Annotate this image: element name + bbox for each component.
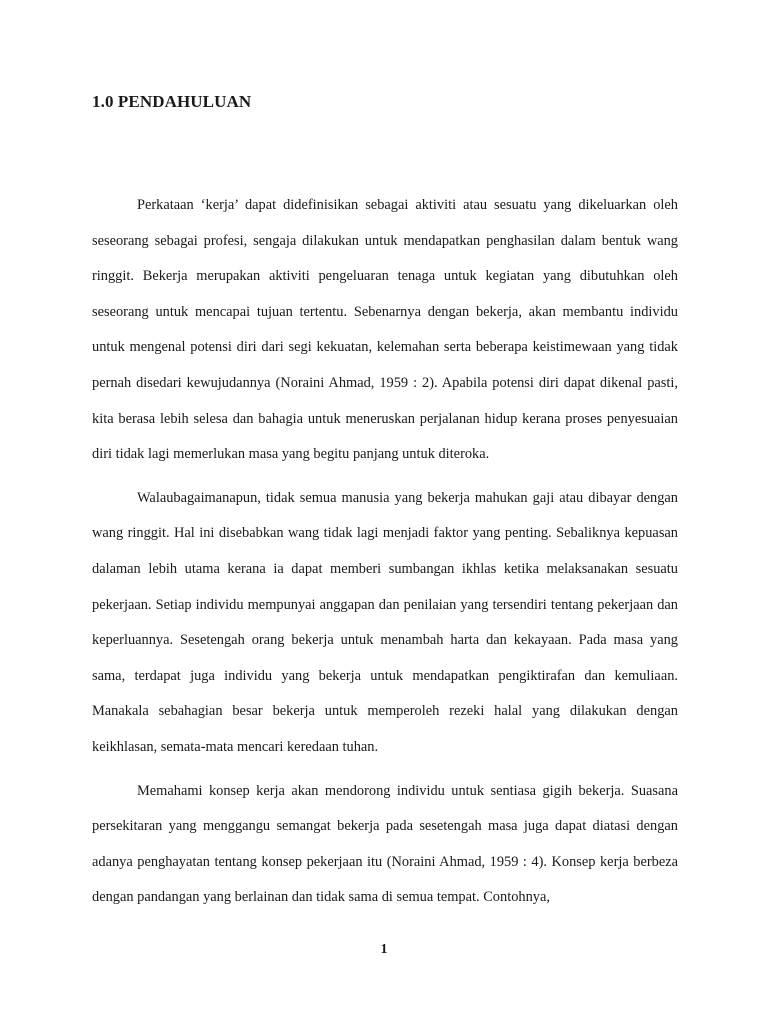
page-number: 1 bbox=[380, 942, 388, 957]
paragraph-2: Walaubagaimanapun, tidak semua manusia yang bekerja mahukan gaji atau dibayar dengan wang ringgit. Hal ini disebabkan wang tidak lagi menjadi faktor yang penting. Sebaliknya kepuasan dalaman lebih utama kerana ia dapat memberi sumbangan ikhlas ketika melaksanakan sesuatu pekerjaan. Setiap individu mempunyai anggapan dan penilaian yang tersendiri tentang pekerjaan dan keperluannya. Sesetengah orang bekerja untuk menambah harta dan kekayaan. Pada masa yang sama, terdapat juga individu yang bekerja untuk mendapatkan pengiktirafan dan kemuliaan. Manakala sebahagian besar bekerja untuk memperoleh rezeki halal yang dilakukan dengan keikhlasan, semata-mata mencari keredaan tuhan. bbox=[92, 489, 678, 755]
body-text bbox=[92, 188, 678, 924]
paragraph-1: Perkataan ‘kerja’ dapat didefinisikan sebagai aktiviti atau sesuatu yang dikeluarkan oleh seseorang sebagai profesi, sengaja dilakukan untuk mendapatkan penghasilan dalam bentuk wang ringgit. Bekerja merupakan aktiviti pengeluaran tenaga untuk kegiatan yang dibutuhkan oleh seseorang untuk mencapai tujuan tertentu. Sebenarnya dengan bekerja, akan membantu individu untuk mengenal potensi diri dari segi kekuatan, kelemahan serta beberapa keistimewaan yang tidak pernah disedari kewujudannya (Noraini Ahmad, 1959 : 2). Apabila potensi diri dapat dikenal pasti, kita berasa lebih selesa dan bahagia untuk meneruskan perjalanan hidup kerana proses penyesuaian diri tidak lagi memerlukan masa yang begitu panjang untuk diteroka. bbox=[92, 197, 678, 463]
paragraph-3: Memahami konsep kerja akan mendorong individu untuk sentiasa gigih bekerja. Suasana persekitaran yang menggangu semangat bekerja pada sesetengah masa juga dapat diatasi dengan adanya penghayatan tentang konsep pekerjaan itu (Noraini Ahmad, 1959 : 4). Konsep kerja berbeza dengan pandangan yang berlainan dan tidak sama di semua tempat. Contohnya, bbox=[92, 782, 678, 906]
section-heading: 1.0 PENDAHULUAN bbox=[92, 92, 252, 111]
